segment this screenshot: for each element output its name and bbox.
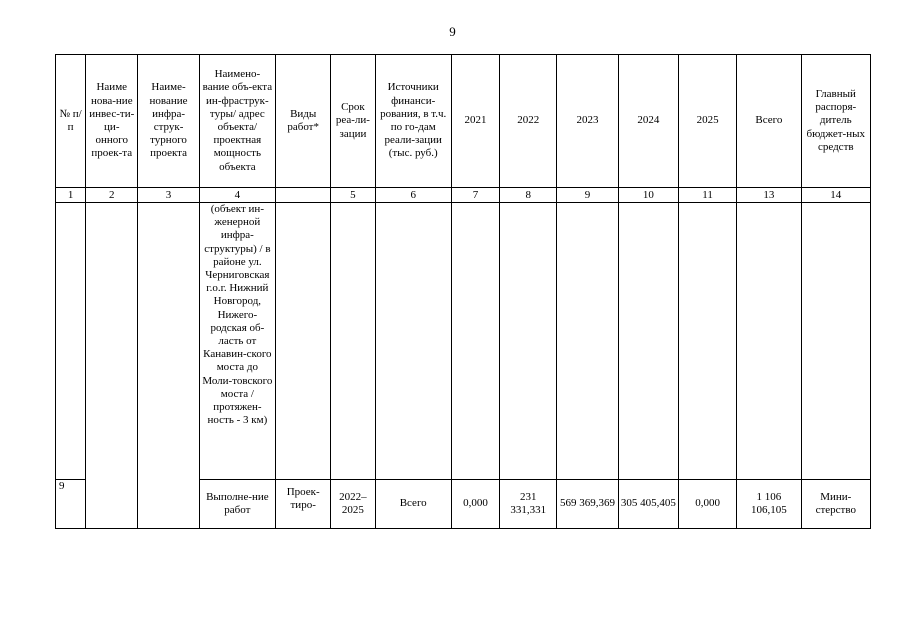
budget-manager: Мини-стерство: [801, 480, 870, 529]
header-cell: 2024: [618, 55, 678, 188]
header-row: [56, 55, 871, 188]
header-cell: Наимено-вание объ-екта ин-фраструк-туры/ адрес объекта/ проектная мощность объекта: [199, 55, 275, 188]
object-name: Выполне-ние работ: [199, 480, 275, 529]
work-type: Проек-тиро-: [276, 480, 331, 529]
value-2025: 0,000: [678, 480, 736, 529]
continuation-row: [56, 203, 871, 480]
column-number: 5: [331, 188, 375, 203]
value-2022: 231 331,331: [500, 480, 557, 529]
row-number: 9: [56, 480, 86, 529]
header-cell: 2022: [500, 55, 557, 188]
column-number: 6: [375, 188, 451, 203]
empty-cell: [86, 203, 138, 529]
header-cell: № п/п: [56, 55, 86, 188]
empty-cell: [138, 203, 199, 529]
column-number: 13: [737, 188, 801, 203]
header-cell: Источники финанси-рования, в т.ч. по го-дам реали-зации (тыс. руб.): [375, 55, 451, 188]
term: 2022–2025: [331, 480, 375, 529]
value-2024: 305 405,405: [618, 480, 678, 529]
header-cell: Главный распоря-дитель бюджет-ных средств: [801, 55, 870, 188]
empty-cell: [331, 203, 375, 480]
column-number: 4: [199, 188, 275, 203]
column-number: 11: [678, 188, 736, 203]
column-number-row: [56, 188, 871, 203]
header-cell: 2025: [678, 55, 736, 188]
value-total: 1 106 106,105: [737, 480, 801, 529]
header-cell: 2021: [451, 55, 499, 188]
column-number: 3: [138, 188, 199, 203]
value-2023: 569 369,369: [557, 480, 618, 529]
column-number: 14: [801, 188, 870, 203]
column-number: 1: [56, 188, 86, 203]
column-number: 2: [86, 188, 138, 203]
empty-cell: [276, 203, 331, 480]
empty-cell: [618, 203, 678, 480]
empty-cell: [500, 203, 557, 480]
header-cell: 2023: [557, 55, 618, 188]
empty-cell: [56, 203, 86, 480]
value-2021: 0,000: [451, 480, 499, 529]
column-number: 10: [618, 188, 678, 203]
header-cell: Всего: [737, 55, 801, 188]
empty-cell: [678, 203, 736, 480]
column-number: 7: [451, 188, 499, 203]
header-cell: Виды работ*: [276, 55, 331, 188]
page-number: 9: [449, 24, 456, 39]
object-description-continuation: (объект ин-женерной инфра-структуры) / в районе ул. Черниговская г.о.г. Нижний Новгород, Нижего-родская об-ласть от Канавин-ского моста до Моли-товского моста / протяжен-ность - 3 км): [199, 203, 275, 480]
column-number: [276, 188, 331, 203]
header-cell: Наиме-нование инфра-струк-турного проекта: [138, 55, 199, 188]
header-cell: Наиме нова-ние инвес-ти-ци-онного проек-та: [86, 55, 138, 188]
empty-cell: [451, 203, 499, 480]
investment-projects-table: [55, 54, 871, 529]
column-number: 9: [557, 188, 618, 203]
empty-cell: [801, 203, 870, 480]
empty-cell: [737, 203, 801, 480]
empty-cell: [557, 203, 618, 480]
funding-source: Всего: [375, 480, 451, 529]
header-cell: Срок реа-ли-зации: [331, 55, 375, 188]
empty-cell: [375, 203, 451, 480]
column-number: 8: [500, 188, 557, 203]
